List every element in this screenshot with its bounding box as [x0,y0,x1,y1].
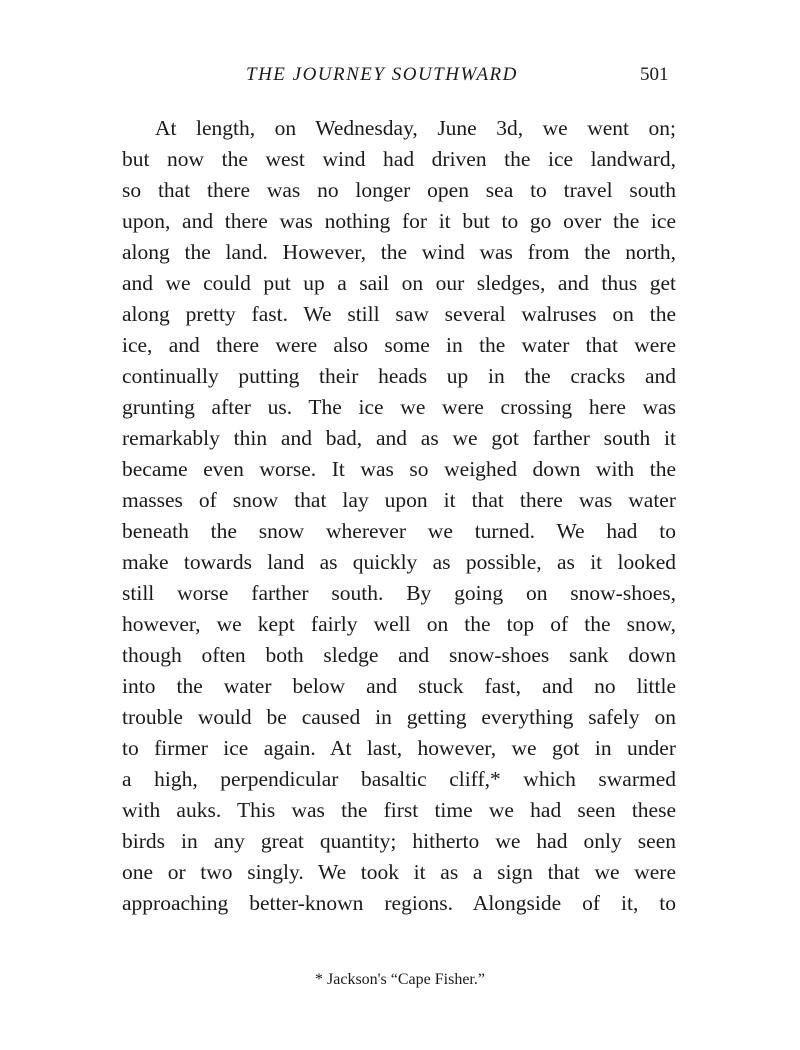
text-line: however, we kept fairly well on the top of the snow, [122,612,676,636]
text-line: ice, and there were also some in the water that were [122,333,676,357]
text-line: grunting after us. The ice we were crossing here was [122,395,676,419]
text-line: birds in any great quantity; hitherto we had only seen [122,829,676,853]
running-title: THE JOURNEY SOUTHWARD [246,64,518,85]
text-line: one or two singly. We took it as a sign that we were [122,860,676,884]
text-line: along pretty fast. We still saw several walruses on the [122,302,676,326]
text-line: became even worse. It was so weighed down with the [122,457,676,481]
text-line: still worse farther south. By going on snow-shoes, [122,581,676,605]
text-line: but now the west wind had driven the ice landward, [122,147,676,171]
text-line: upon, and there was nothing for it but to go over the ice [122,209,676,233]
page-number: 501 [640,64,669,85]
text-line: so that there was no longer open sea to travel south [122,178,676,202]
text-line: though often both sledge and snow-shoes sank down [122,643,676,667]
text-line: to firmer ice again. At last, however, we got in under [122,736,676,760]
text-line: At length, on Wednesday, June 3d, we went on; [155,116,676,140]
text-line: make towards land as quickly as possible, as it looked [122,550,676,574]
footnote: * Jackson's “Cape Fisher.” [315,971,485,988]
text-line: remarkably thin and bad, and as we got farther south it [122,426,676,450]
body-paragraph [122,113,676,919]
text-line: a high, perpendicular basaltic cliff,* which swarmed [122,767,676,791]
text-line: and we could put up a sail on our sledges, and thus get [122,271,676,295]
text-line: with auks. This was the first time we had seen these [122,798,676,822]
text-line: into the water below and stuck fast, and no little [122,674,676,698]
text-line: approaching better-known regions. Alongside of it, to [122,891,676,915]
text-line: masses of snow that lay upon it that there was water [122,488,676,512]
text-line: beneath the snow wherever we turned. We had to [122,519,676,543]
text-line: along the land. However, the wind was from the north, [122,240,676,264]
text-line: trouble would be caused in getting everything safely on [122,705,676,729]
text-line: continually putting their heads up in the cracks and [122,364,676,388]
running-head [0,64,800,90]
